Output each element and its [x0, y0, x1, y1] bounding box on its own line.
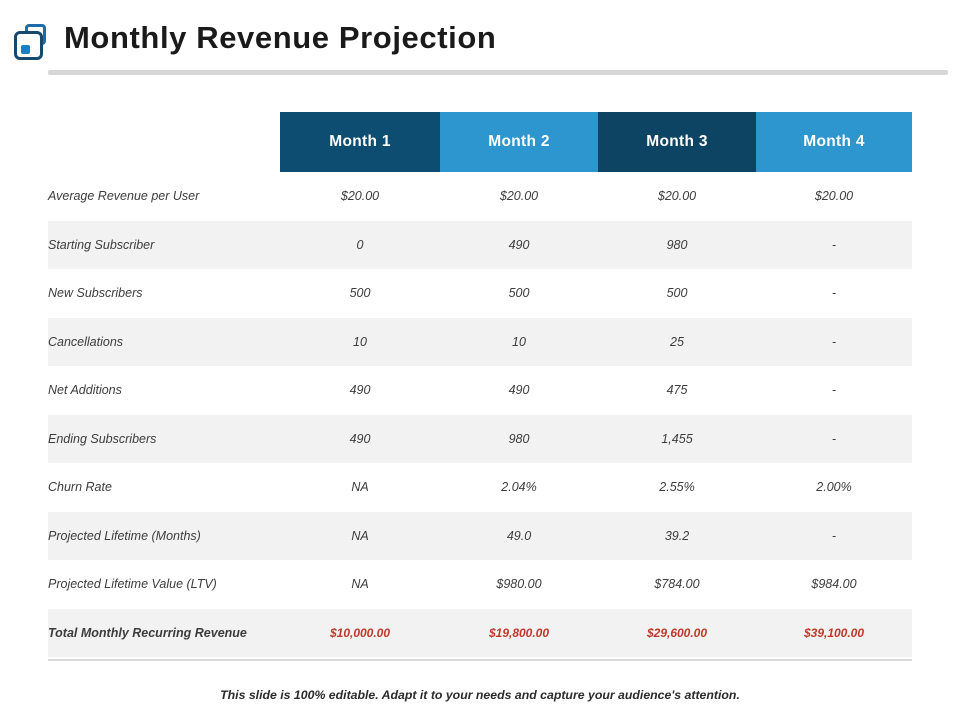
- row-label: Projected Lifetime (Months): [48, 512, 280, 561]
- table-row: [48, 172, 912, 221]
- row-value-month-3: 980: [598, 221, 756, 270]
- row-label: Starting Subscriber: [48, 221, 280, 270]
- table-row: [48, 221, 912, 270]
- row-value-month-2: 490: [440, 221, 598, 270]
- row-value-month-3: 1,455: [598, 415, 756, 464]
- table-header-row: [48, 112, 912, 172]
- table-row: [48, 560, 912, 609]
- row-value-month-4: -: [756, 415, 912, 464]
- table-row: [48, 463, 912, 512]
- row-value-month-4: 2.00%: [756, 463, 912, 512]
- column-header-month-1: Month 1: [280, 112, 440, 172]
- logo-square-front: [14, 31, 43, 60]
- title-divider: [48, 70, 948, 75]
- total-row-label: Total Monthly Recurring Revenue: [48, 609, 280, 658]
- footer-note: This slide is 100% editable. Adapt it to your needs and capture your audience's attention.: [220, 688, 740, 702]
- row-value-month-1: $20.00: [280, 172, 440, 221]
- row-value-month-2: $20.00: [440, 172, 598, 221]
- total-value-month-4: $39,100.00: [756, 609, 912, 658]
- row-value-month-3: 500: [598, 269, 756, 318]
- row-label: Ending Subscribers: [48, 415, 280, 464]
- row-value-month-2: 10: [440, 318, 598, 367]
- row-value-month-3: 25: [598, 318, 756, 367]
- slide-header: [0, 0, 960, 78]
- row-value-month-4: -: [756, 366, 912, 415]
- column-header-month-3: Month 3: [598, 112, 756, 172]
- row-value-month-2: 980: [440, 415, 598, 464]
- total-value-month-1: $10,000.00: [280, 609, 440, 658]
- row-value-month-1: 500: [280, 269, 440, 318]
- column-header-month-2: Month 2: [440, 112, 598, 172]
- page-title: Monthly Revenue Projection: [64, 20, 497, 55]
- total-value-month-3: $29,600.00: [598, 609, 756, 658]
- table-row: [48, 415, 912, 464]
- row-value-month-3: 475: [598, 366, 756, 415]
- row-value-month-4: $20.00: [756, 172, 912, 221]
- row-value-month-1: NA: [280, 512, 440, 561]
- row-value-month-2: $980.00: [440, 560, 598, 609]
- row-value-month-3: $20.00: [598, 172, 756, 221]
- table-row: [48, 318, 912, 367]
- row-value-month-1: 0: [280, 221, 440, 270]
- row-value-month-1: 490: [280, 415, 440, 464]
- row-value-month-3: $784.00: [598, 560, 756, 609]
- row-value-month-4: -: [756, 512, 912, 561]
- row-value-month-2: 2.04%: [440, 463, 598, 512]
- row-value-month-1: 490: [280, 366, 440, 415]
- table-bottom-divider: [48, 659, 912, 661]
- table-total-row: [48, 609, 912, 658]
- revenue-table: [48, 112, 912, 657]
- row-value-month-4: -: [756, 318, 912, 367]
- row-label: Projected Lifetime Value (LTV): [48, 560, 280, 609]
- row-label: New Subscribers: [48, 269, 280, 318]
- table-row: [48, 366, 912, 415]
- row-value-month-1: 10: [280, 318, 440, 367]
- column-header-blank: [48, 112, 280, 172]
- logo-dot: [21, 45, 30, 54]
- row-label: Net Additions: [48, 366, 280, 415]
- table-row: [48, 512, 912, 561]
- row-value-month-4: $984.00: [756, 560, 912, 609]
- table-row: [48, 269, 912, 318]
- rounded-squares-logo-icon: [14, 24, 54, 62]
- revenue-table-container: [48, 112, 912, 657]
- row-label: Churn Rate: [48, 463, 280, 512]
- row-value-month-4: -: [756, 269, 912, 318]
- row-value-month-4: -: [756, 221, 912, 270]
- column-header-month-4: Month 4: [756, 112, 912, 172]
- row-value-month-1: NA: [280, 463, 440, 512]
- row-value-month-2: 49.0: [440, 512, 598, 561]
- row-value-month-2: 500: [440, 269, 598, 318]
- row-value-month-3: 2.55%: [598, 463, 756, 512]
- row-value-month-1: NA: [280, 560, 440, 609]
- row-value-month-3: 39.2: [598, 512, 756, 561]
- total-value-month-2: $19,800.00: [440, 609, 598, 658]
- row-label: Cancellations: [48, 318, 280, 367]
- row-label: Average Revenue per User: [48, 172, 280, 221]
- row-value-month-2: 490: [440, 366, 598, 415]
